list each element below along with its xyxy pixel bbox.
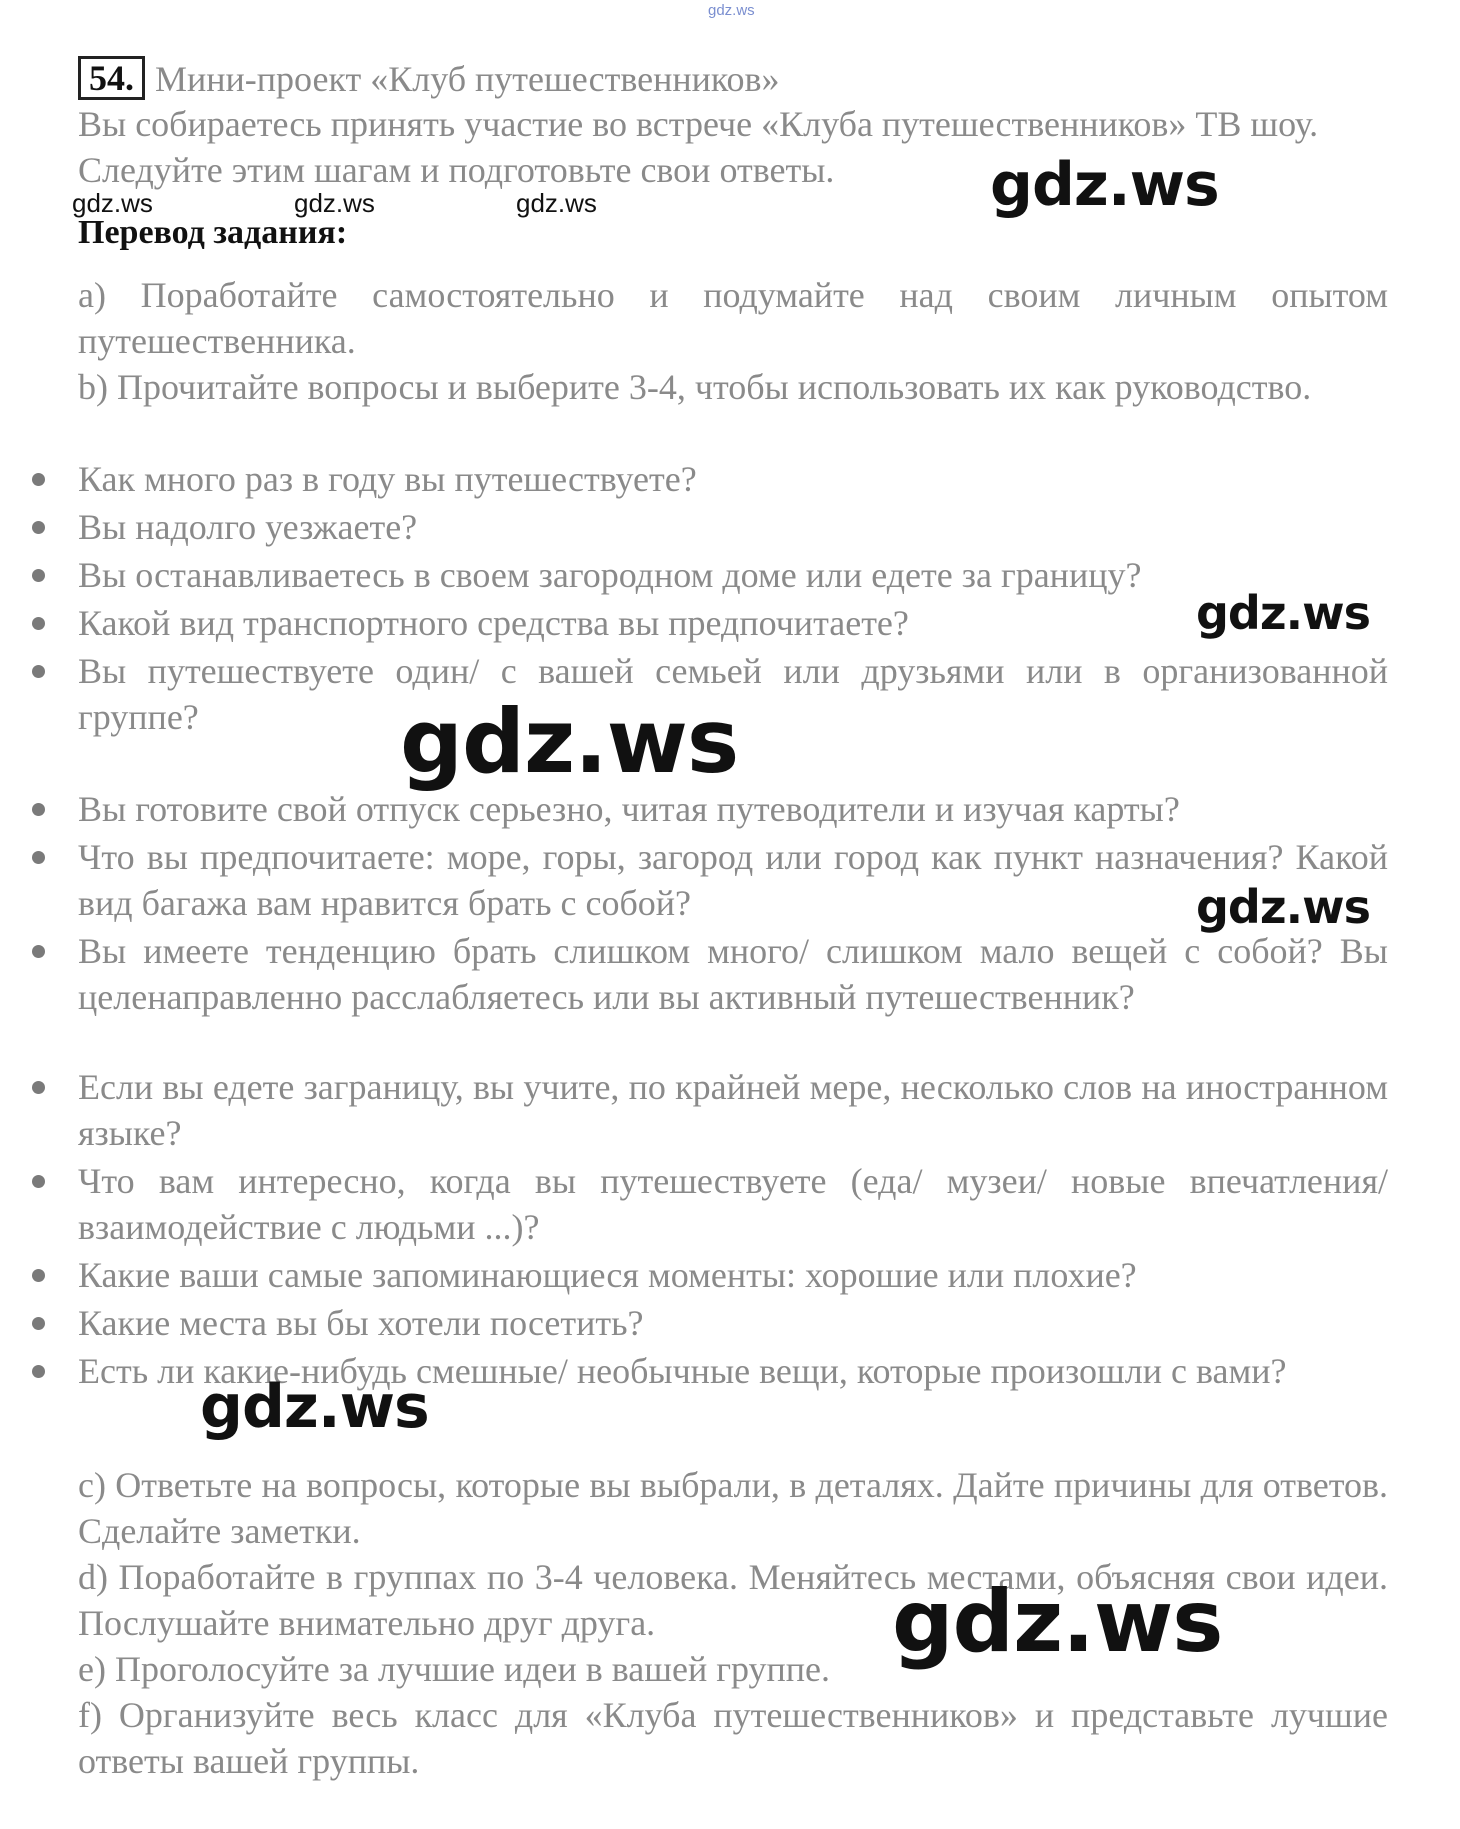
- list-item: [78, 504, 1388, 550]
- task-intro: Вы собираетесь принять участие во встрече «Клуба путешественников» ТВ шоу. Следуйте этим шагам и подготовьте свои ответы.: [78, 104, 1319, 190]
- question-text: Что вам интересно, когда вы путешествуете (еда/ музеи/ новые впечатления/ взаимодействие с людьми ...)?: [78, 1161, 1388, 1247]
- watermark: gdz.ws: [892, 1572, 1223, 1672]
- bullet-icon: [32, 851, 45, 864]
- bullet-icon: [32, 1175, 45, 1188]
- bullet-icon: [32, 803, 45, 816]
- question-text: Если вы едете заграницу, вы учите, по крайней мере, несколько слов на иностранном языке?: [78, 1067, 1388, 1153]
- list-item: [78, 1252, 1388, 1298]
- small-watermark: gdz.ws: [516, 188, 597, 218]
- bullet-icon: [32, 1317, 45, 1330]
- bullet-icon: [32, 521, 45, 534]
- small-watermark: gdz.ws: [294, 188, 375, 218]
- bullet-icon: [32, 1081, 45, 1094]
- small-watermark: gdz.ws: [72, 188, 153, 218]
- list-item: [78, 928, 1388, 1020]
- question-text: Как много раз в году вы путешествуете?: [78, 459, 697, 499]
- question-text: Есть ли какие-нибудь смешные/ необычные вещи, которые произошли с вами?: [78, 1351, 1287, 1391]
- list-item: [78, 1064, 1388, 1156]
- list-item: [78, 834, 1388, 926]
- bullet-icon: [32, 617, 45, 630]
- question-text: Вы останавливаетесь в своем загородном доме или едете за границу?: [78, 555, 1142, 595]
- list-item: [78, 456, 1388, 502]
- question-list: [78, 1064, 1388, 1394]
- step-c: с) Ответьте на вопросы, которые вы выбрали, в деталях. Дайте причины для ответов. Сделайте заметки.: [78, 1465, 1388, 1551]
- step-b: b) Прочитайте вопросы и выберите 3-4, чтобы использовать их как руководство.: [78, 367, 1312, 407]
- list-item: [78, 552, 1388, 598]
- question-text: Что вы предпочитаете: море, горы, загород или город как пункт назначения? Какой вид багажа вам нравится брать с собой?: [78, 837, 1388, 923]
- watermark: gdz.ws: [990, 150, 1219, 220]
- step-f: f) Организуйте весь класс для «Клуба путешественников» и представьте лучшие ответы вашей группы.: [78, 1695, 1388, 1781]
- step-a: а) Поработайте самостоятельно и подумайте над своим личным опытом путешественника.: [78, 275, 1388, 361]
- step-d: d) Поработайте в группах по 3-4 человека. Меняйтесь местами, объясняя свои идеи. Послушайте внимательно друг друга.: [78, 1557, 1388, 1643]
- bullet-icon: [32, 945, 45, 958]
- question-text: Какой вид транспортного средства вы предпочитаете?: [78, 603, 909, 643]
- bullet-icon: [32, 1365, 45, 1378]
- task-number: 54.: [78, 56, 145, 100]
- question-text: Какие ваши самые запоминающиеся моменты: хорошие или плохие?: [78, 1255, 1137, 1295]
- task-title-row: [78, 56, 1388, 101]
- question-list: [78, 786, 1388, 1020]
- questions-group-2: [78, 786, 1388, 1022]
- list-item: [78, 600, 1388, 646]
- bullet-icon: [32, 1269, 45, 1282]
- question-text: Вы имеете тенденцию брать слишком много/ слишком мало вещей с собой? Вы целенаправленно расслабляетесь или вы активный путешественник?: [78, 931, 1388, 1017]
- questions-group-3: [78, 1064, 1388, 1396]
- bullet-icon: [32, 473, 45, 486]
- task-title: Мини-проект «Клуб путешественников»: [155, 59, 780, 99]
- watermark: gdz.ws: [1196, 586, 1370, 640]
- bullet-icon: [32, 665, 45, 678]
- steps-ab: [78, 272, 1388, 410]
- step-e: е) Проголосуйте за лучшие идеи в вашей группе.: [78, 1649, 831, 1689]
- list-item: [78, 1300, 1388, 1346]
- list-item: [78, 1158, 1388, 1250]
- watermark: gdz.ws: [400, 690, 739, 793]
- watermark: gdz.ws: [1196, 880, 1370, 934]
- question-text: Какие места вы бы хотели посетить?: [78, 1303, 644, 1343]
- question-text: Вы готовите свой отпуск серьезно, читая путеводители и изучая карты?: [78, 789, 1180, 829]
- watermark: gdz.ws: [200, 1372, 429, 1442]
- bullet-icon: [32, 569, 45, 582]
- question-text: Вы надолго уезжаете?: [78, 507, 418, 547]
- translation-heading: Перевод задания:: [78, 214, 348, 251]
- question-text: Вы путешествуете один/ с вашей семьей или друзьями или в организованной группе?: [78, 651, 1388, 737]
- top-watermark: gdz.ws: [708, 2, 755, 19]
